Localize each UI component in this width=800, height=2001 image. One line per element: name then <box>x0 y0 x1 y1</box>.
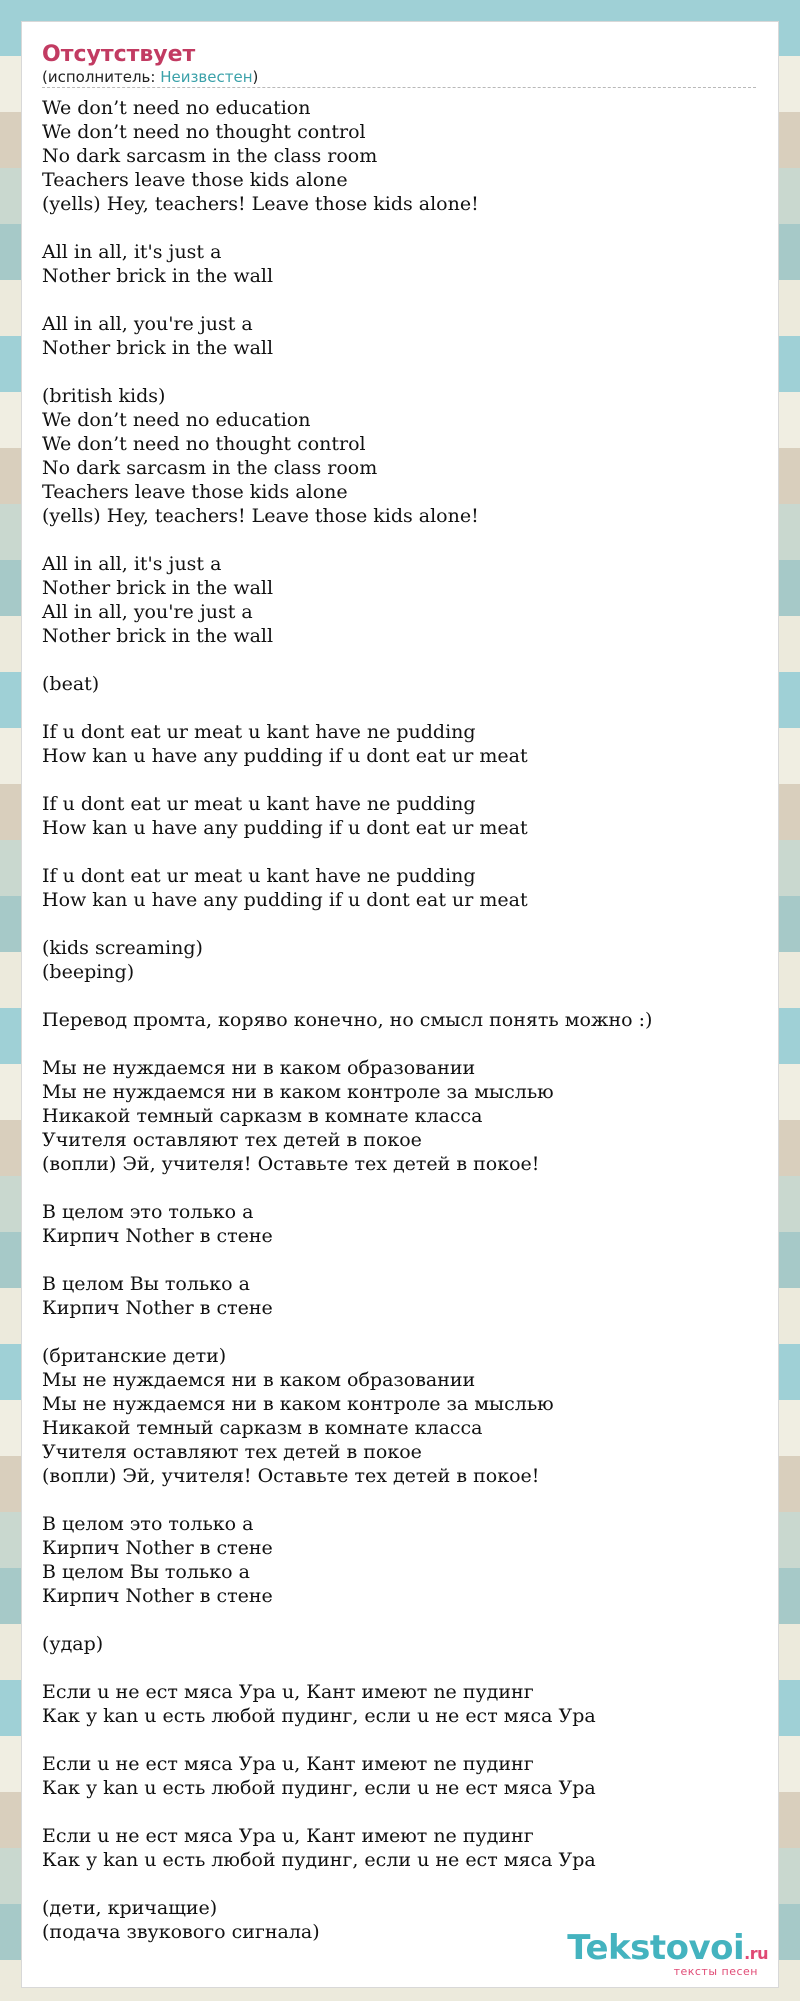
lyrics-line: If u dont eat ur meat u kant have ne pudding <box>42 721 476 743</box>
logo-tagline: тексты песен <box>673 1965 758 1978</box>
lyrics-line: Мы не нуждаемся ни в каком образовании <box>42 1057 476 1079</box>
lyrics-line: (британские дети) <box>42 1345 227 1367</box>
lyrics-line: How kan u have any pudding if u dont eat ur meat <box>42 889 528 911</box>
lyrics-line: Как у kan u есть любой пудинг, если u не ест мяса Ура <box>42 1849 596 1871</box>
lyrics-blank-line <box>42 288 758 312</box>
lyrics-line: (вопли) Эй, учителя! Оставьте тех детей в покое! <box>42 1153 540 1175</box>
lyrics-line: (дети, кричащие) <box>42 1897 218 1919</box>
lyrics-line: Учителя оставляют тех детей в покое <box>42 1441 422 1463</box>
lyrics-blank-line <box>42 840 758 864</box>
lyrics-line: Учителя оставляют тех детей в покое <box>42 1129 422 1151</box>
lyrics-line: Если u не ест мяса Ура u, Кант имеют ne пудинг <box>42 1681 534 1703</box>
lyrics-line: Мы не нуждаемся ни в каком контроле за мыслью <box>42 1393 554 1415</box>
lyrics-line: How kan u have any pudding if u dont eat ur meat <box>42 745 528 767</box>
lyrics-blank-line <box>42 1608 758 1632</box>
lyrics-line: (kids screaming) <box>42 937 203 959</box>
lyrics-line: We don’t need no thought control <box>42 121 366 143</box>
lyrics-blank-line <box>42 768 758 792</box>
lyrics-blank-line <box>42 912 758 936</box>
lyrics-line: All in all, it's just a <box>42 241 222 263</box>
lyrics-line: Мы не нуждаемся ни в каком образовании <box>42 1369 476 1391</box>
lyrics-line: (beat) <box>42 673 100 695</box>
lyrics-line: Кирпич Nother в стене <box>42 1585 273 1607</box>
lyrics-blank-line <box>42 1248 758 1272</box>
lyrics-line: Перевод промта, коряво конечно, но смысл понять можно :) <box>42 1009 653 1031</box>
lyrics-line: (beeping) <box>42 961 135 983</box>
lyrics-line: Кирпич Nother в стене <box>42 1225 273 1247</box>
lyrics-line: Если u не ест мяса Ура u, Кант имеют ne пудинг <box>42 1753 534 1775</box>
lyrics-line: Мы не нуждаемся ни в каком контроле за мыслью <box>42 1081 554 1103</box>
lyrics-blank-line <box>42 1872 758 1896</box>
lyrics-blank-line <box>42 216 758 240</box>
lyrics-line: Nother brick in the wall <box>42 577 274 599</box>
lyrics-blank-line <box>42 648 758 672</box>
lyrics-blank-line <box>42 360 758 384</box>
lyrics-blank-line <box>42 528 758 552</box>
lyrics-line: Teachers leave those kids alone <box>42 169 348 191</box>
content-card <box>22 22 778 1987</box>
lyrics-line: Nother brick in the wall <box>42 625 274 647</box>
lyrics-line: Как у kan u есть любой пудинг, если u не ест мяса Ура <box>42 1705 596 1727</box>
artist-line <box>42 68 756 88</box>
lyrics-line: We don’t need no thought control <box>42 433 366 455</box>
lyrics-line: (yells) Hey, teachers! Leave those kids alone! <box>42 505 479 527</box>
lyrics-line: If u dont eat ur meat u kant have ne pudding <box>42 793 476 815</box>
lyrics-blank-line <box>42 1032 758 1056</box>
lyrics-line: Как у kan u есть любой пудинг, если u не ест мяса Ура <box>42 1777 596 1799</box>
lyrics-line: We don’t need no education <box>42 409 311 431</box>
song-panel <box>42 42 758 1944</box>
lyrics-line: В целом это только а <box>42 1513 254 1535</box>
logo-tld: .ru <box>744 1944 768 1963</box>
lyrics-line: All in all, you're just a <box>42 601 253 623</box>
artist-suffix: ) <box>252 68 259 86</box>
lyrics-blank-line <box>42 696 758 720</box>
logo-name: Tekstovoi <box>567 1928 745 1968</box>
lyrics-line: Teachers leave those kids alone <box>42 481 348 503</box>
lyrics-line: Никакой темный сарказм в комнате класса <box>42 1105 483 1127</box>
artist-prefix: (исполнитель: <box>42 68 161 86</box>
lyrics-line: Nother brick in the wall <box>42 337 274 359</box>
lyrics-line: Если u не ест мяса Ура u, Кант имеют ne пудинг <box>42 1825 534 1847</box>
lyrics-line: Nother brick in the wall <box>42 265 274 287</box>
lyrics-blank-line <box>42 1728 758 1752</box>
lyrics-line: (удар) <box>42 1633 104 1655</box>
lyrics-blank-line <box>42 1656 758 1680</box>
lyrics-line: (подача звукового сигнала) <box>42 1921 320 1943</box>
song-title: Отсутствует <box>42 42 196 67</box>
lyrics-blank-line <box>42 1320 758 1344</box>
lyrics-line: Кирпич Nother в стене <box>42 1297 273 1319</box>
lyrics-line: (yells) Hey, teachers! Leave those kids alone! <box>42 193 479 215</box>
lyrics-line: All in all, it's just a <box>42 553 222 575</box>
lyrics-line: (british kids) <box>42 385 166 407</box>
lyrics-line: All in all, you're just a <box>42 313 253 335</box>
lyrics-blank-line <box>42 1176 758 1200</box>
lyrics-line: (вопли) Эй, учителя! Оставьте тех детей в покое! <box>42 1465 540 1487</box>
lyrics-line: Кирпич Nother в стене <box>42 1537 273 1559</box>
lyrics-blank-line <box>42 1488 758 1512</box>
lyrics-line: В целом Вы только а <box>42 1273 250 1295</box>
lyrics-line: В целом Вы только а <box>42 1561 250 1583</box>
lyrics-line: We don’t need no education <box>42 97 311 119</box>
site-logo[interactable] <box>558 1929 768 1977</box>
lyrics-line: No dark sarcasm in the class room <box>42 457 378 479</box>
lyrics-line: No dark sarcasm in the class room <box>42 145 378 167</box>
lyrics-line: How kan u have any pudding if u dont eat ur meat <box>42 817 528 839</box>
lyrics-text <box>42 96 758 1944</box>
lyrics-blank-line <box>42 984 758 1008</box>
lyrics-line: Никакой темный сарказм в комнате класса <box>42 1417 483 1439</box>
artist-link[interactable]: Неизвестен <box>160 68 253 86</box>
lyrics-line: If u dont eat ur meat u kant have ne pudding <box>42 865 476 887</box>
lyrics-line: В целом это только а <box>42 1201 254 1223</box>
lyrics-blank-line <box>42 1800 758 1824</box>
